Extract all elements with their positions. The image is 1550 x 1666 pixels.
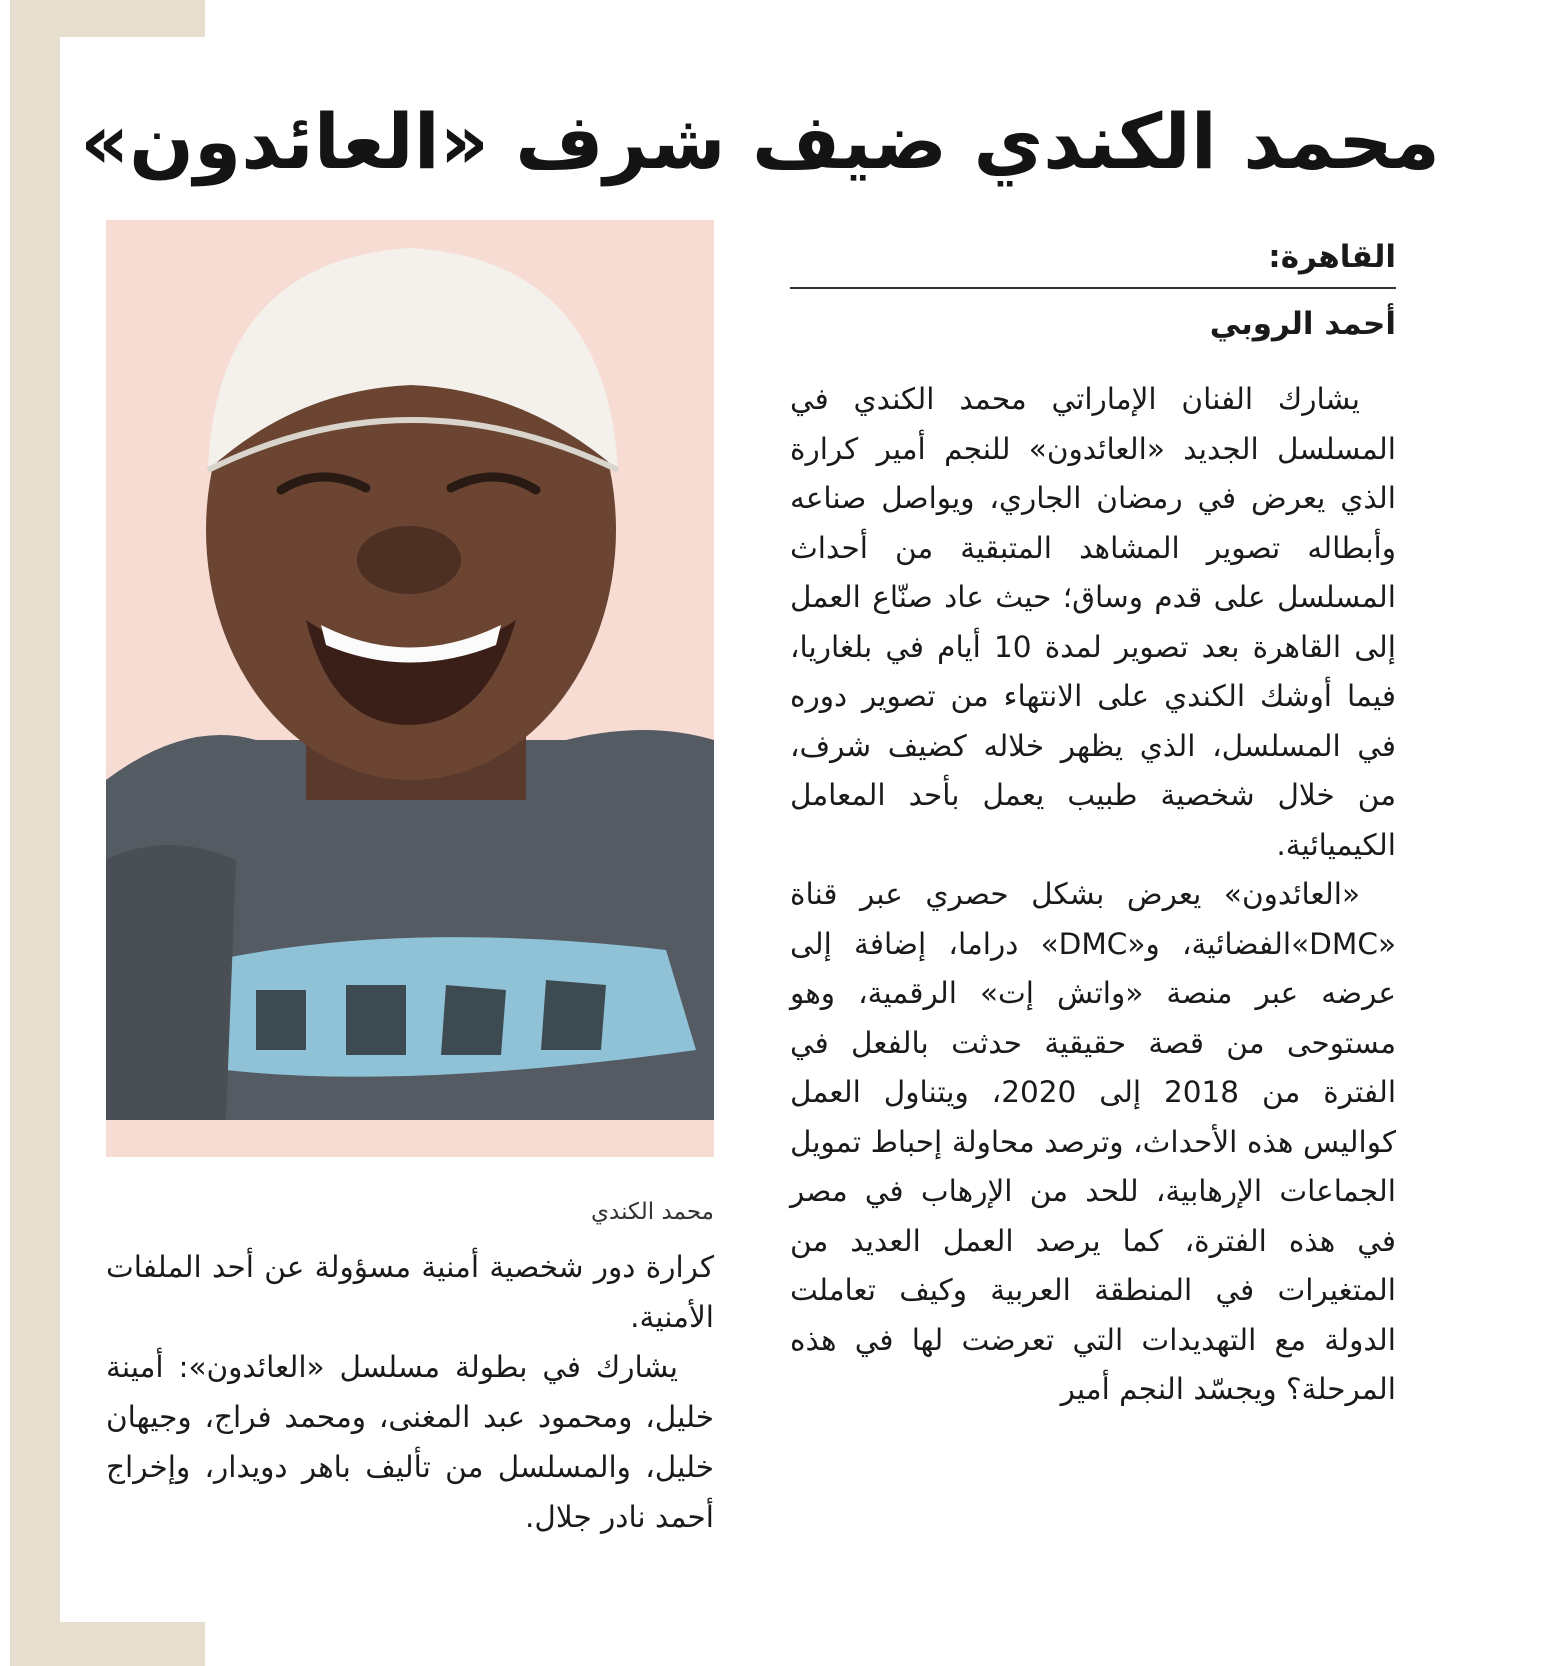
body-paragraph: يشارك الفنان الإماراتي محمد الكندي في المسلسل الجديد «العائدون» للنجم أمير كرارة الذي يعرض في رمضان الجاري، ويواصل صناعه وأبطاله تصوير المشاهد المتبقية من أحداث المسلسل على قدم وساق؛ حيث عاد صنّاع العمل إلى القاهرة بعد تصوير لمدة 10 أيام في بلغاريا، فيما أوشك الكندي على الانتهاء من تصوير دوره في المسلسل، الذي يظهر خلاله كضيف شرف، من خلال شخصية طبيب يعمل بأحد المعامل الكيميائية. (790, 382, 1396, 862)
article-headline: محمد الكندي ضيف شرف «العائدون» (80, 97, 1440, 186)
body-paragraph: يشارك في بطولة مسلسل «العائدون»: أمينة خليل، ومحمود عبد المغنى، ومحمد فراج، وجيهان خليل، والمسلسل من تأليف باهر دويدار، وإخراج أحمد نادر جلال. (106, 1350, 714, 1534)
body-paragraph: «العائدون» يعرض بشكل حصري عبر قناة «DMC»الفضائية، و«DMC» دراما، إضافة إلى عرضه عبر منصة «واتش إت» الرقمية، وهو مستوحى من قصة حقيقية حدثت بالفعل في الفترة من 2018 إلى 2020، ويتناول العمل كواليس هذه الأحداث، وترصد محاولة إحباط تمويل الجماعات الإرهابية، للحد من الإرهاب في مصر في هذه الفترة، كما يرصد العمل العديد من المتغيرات في المنطقة العربية وكيف تعاملت الدولة مع التهديدات التي تعرضت لها في هذه المرحلة؟ ويجسّد النجم أمير (790, 877, 1397, 1406)
photo-caption: محمد الكندي (591, 1199, 714, 1225)
article-body-left-column (106, 1242, 714, 1542)
page-margin-bottom (205, 1622, 1550, 1666)
page-margin-top (205, 0, 1550, 37)
page-margin-left (0, 0, 10, 1666)
portrait-illustration (106, 220, 714, 1157)
body-paragraph: كرارة دور شخصية أمنية مسؤولة عن أحد الملفات الأمنية. (106, 1250, 714, 1334)
actor-photo (106, 220, 714, 1157)
byline-divider (790, 287, 1396, 289)
article-body-right-column (790, 375, 1396, 1415)
article-byline: أحمد الروبي (1209, 306, 1396, 342)
newspaper-page (60, 37, 1550, 1622)
article-dateline: القاهرة: (1268, 239, 1396, 275)
